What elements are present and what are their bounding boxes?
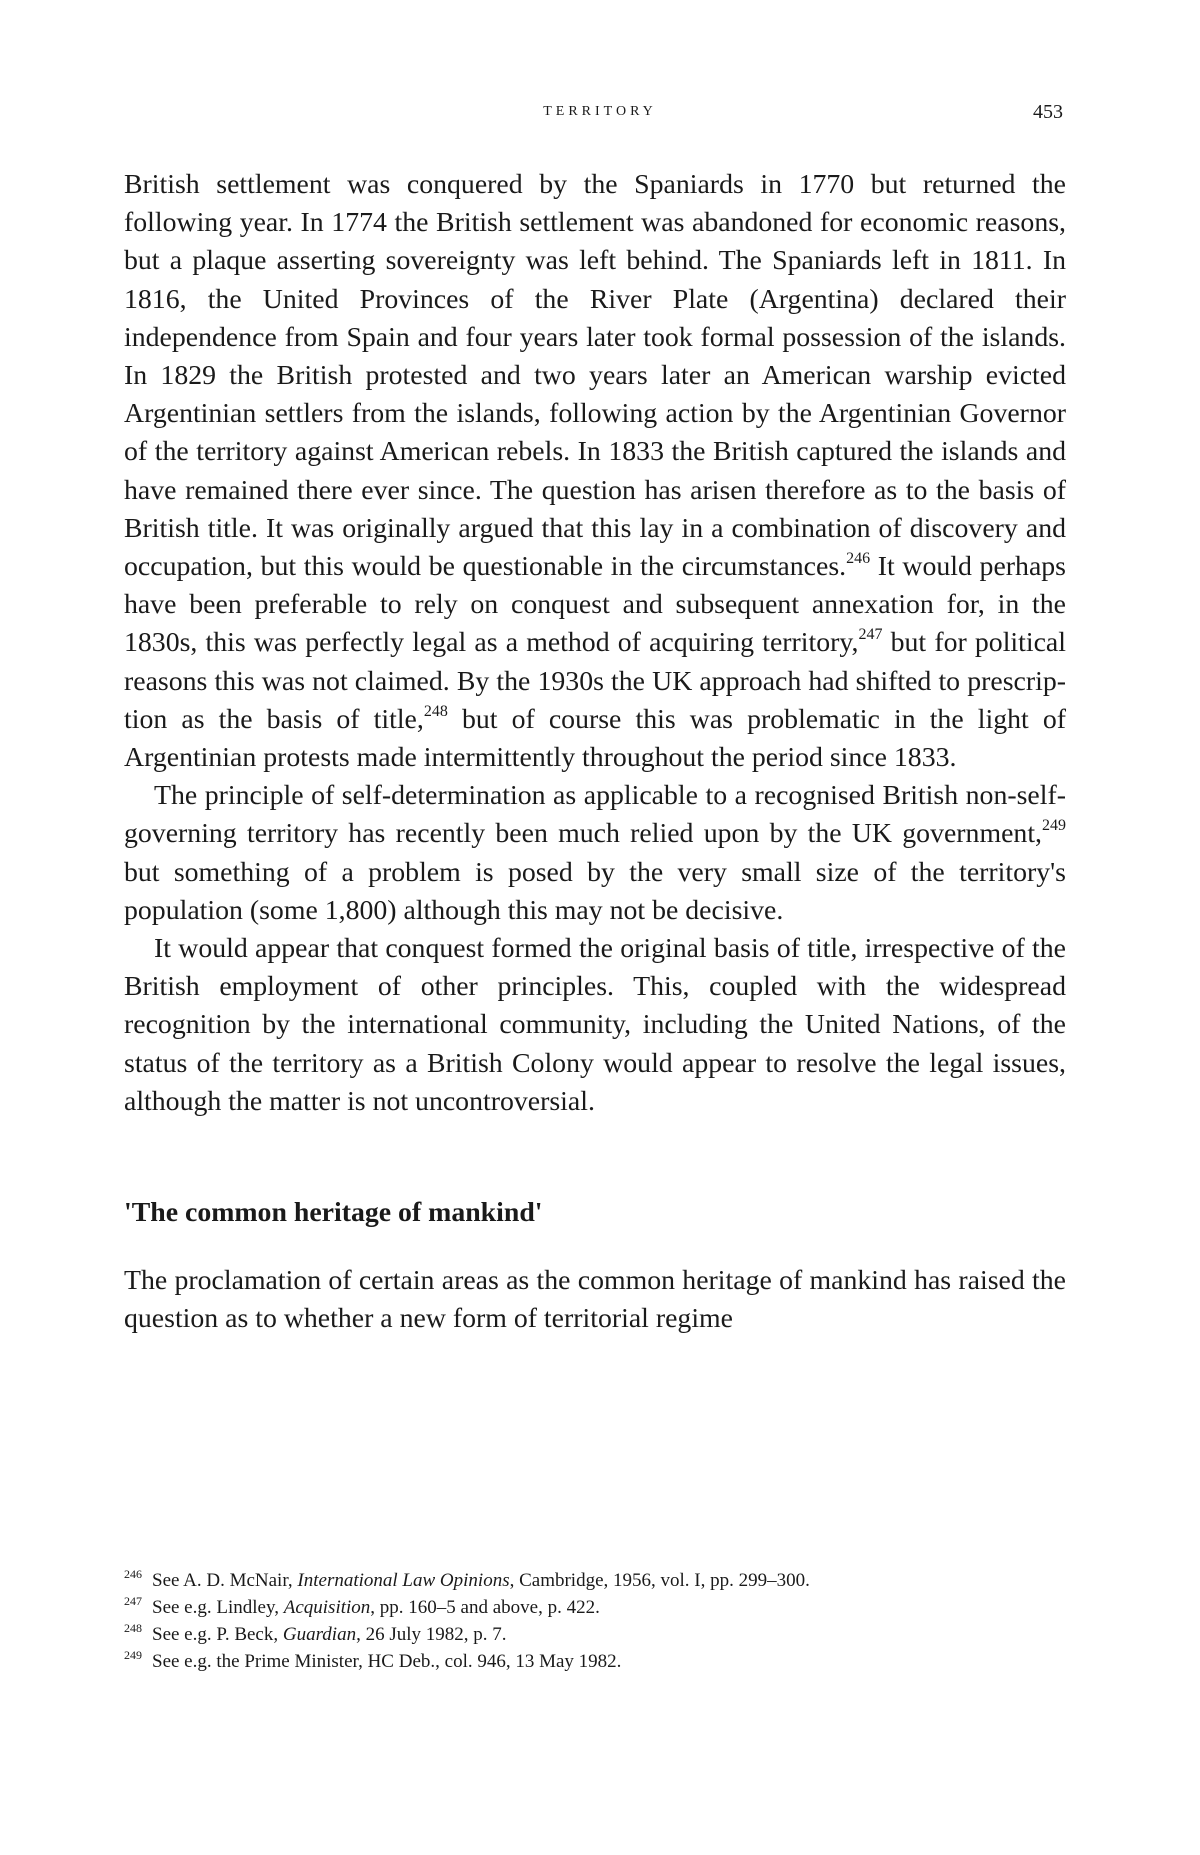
footnote-ref[interactable]: 248 xyxy=(423,702,448,720)
section-heading: 'The common heritage of mankind' xyxy=(124,1197,543,1229)
page-header xyxy=(0,101,1200,128)
paragraph: The proclamation of certain areas as the common heritage of mankind has raised the question as to whether a new form of territorial regime xyxy=(124,1265,1066,1335)
footnote-ref[interactable]: 249 xyxy=(1042,817,1066,835)
body-text xyxy=(124,166,1066,1339)
footnote: $^{248}$ See e.g. P. Beck, Guardian, 26 July 1982, p. 7. xyxy=(124,1621,507,1645)
footnote: $^{249}$ See e.g. the Prime Minister, HC Deb., col. 946, 13 May 1982. xyxy=(124,1648,622,1672)
footnote-ref[interactable]: 247 xyxy=(858,626,883,644)
running-head: TERRITORY xyxy=(543,104,657,119)
footnote-ref[interactable]: 246 xyxy=(846,550,871,568)
footnotes xyxy=(124,1567,1084,1675)
footnote: $^{246}$ See A. D. McNair, International Law Opinions, Cambridge, 1956, vol. I, pp. 299–300. xyxy=(124,1567,810,1591)
page-number: 453 xyxy=(1033,101,1063,123)
footnote: $^{247}$ See e.g. Lindley, Acquisition, pp. 160–5 and above, p. 422. xyxy=(124,1594,600,1618)
paragraph: The principle of self-determination as applicable to a recognised British non-self-governing territory has recently been much relied upon by the UK government,$^{249}$ but something of a problem is posed by the very small size of the territory's population (some 1,800) although this may not be decisive. xyxy=(124,780,1066,926)
paragraph: British settlement was conquered by the Spaniards in 1770 but returned the following year. In 1774 the British settlement was abandoned for economic reasons, but a plaque asserting sovereignty was left behind. The Spaniards left in 1811. In 1816, the United Provinces of the River Plate (Argentina) declared their independence from Spain and four years later took formal possession of the islands. In 1829 the British protested and two years later an American warship evicted Argentinian settlers from the islands, following action by the Argentinian Governor of the territory against American rebels. In 1833 the British captured the islands and have remained there ever since. The question has arisen therefore as to the basis of British title. It was originally argued that this lay in a combination of discovery and occupation, but this would be questionable in the circumstances.$^{246}$ It would perhaps have been preferable to rely on conquest and subsequent annexation for, in the 1830s, this was perfectly legal as a method of acquiring territory,$^{247}$ but for political reasons this was not claimed. By the 1930s the UK approach had shifted to prescription as the basis of title,$^{248}$ but of course this was problematic in the light of Argentinian protests made intermittently throughout the period since 1833. xyxy=(124,169,1067,774)
paragraph: It would appear that conquest formed the original basis of title, irrespective of the British employment of other principles. This, coupled with the widespread recognition by the international community, including the United Nations, of the status of the territory as a British Colony would appear to resolve the legal issues, although the matter is not uncontroversial. xyxy=(124,933,1066,1117)
